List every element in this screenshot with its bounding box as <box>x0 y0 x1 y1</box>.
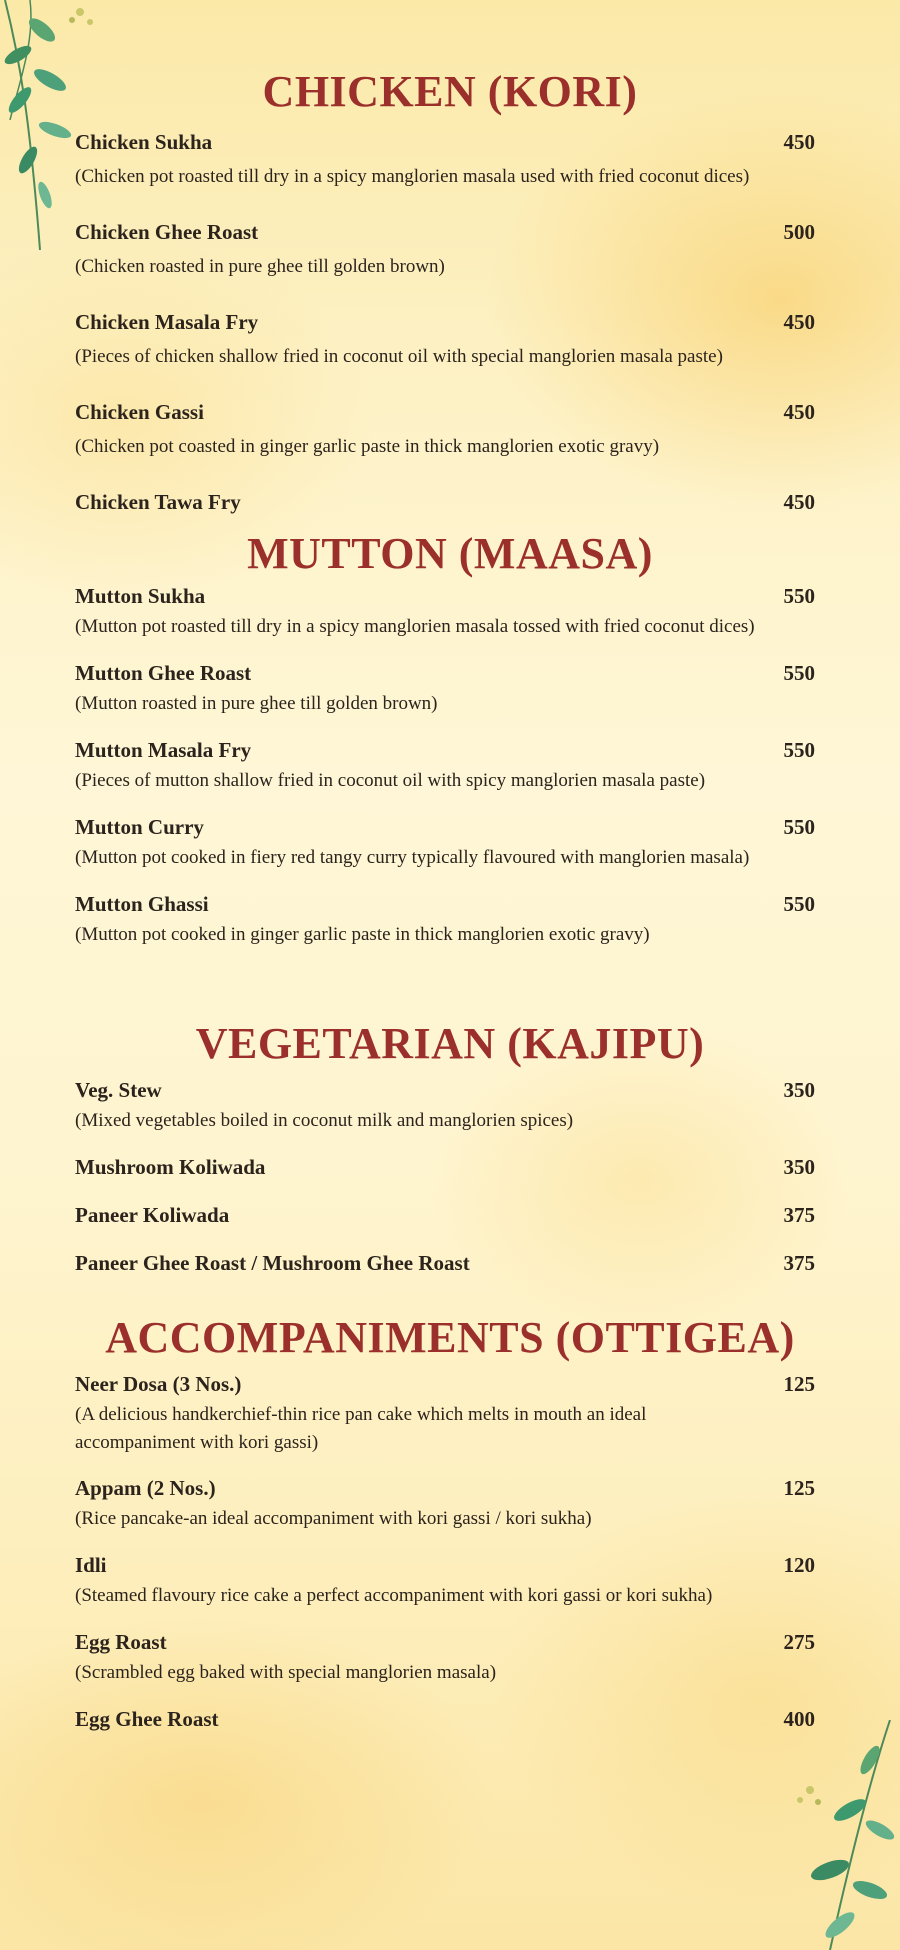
item-description: (Chicken roasted in pure ghee till golden brown) <box>75 256 445 277</box>
item-name: Veg. Stew <box>75 1078 162 1102</box>
section-title-chicken: CHICKEN (KORI) <box>262 67 638 116</box>
menu-item <box>75 584 815 641</box>
item-name: Chicken Ghee Roast <box>75 220 259 244</box>
item-price: 375 <box>783 1203 815 1227</box>
menu-item <box>75 1203 815 1228</box>
item-price: 550 <box>783 738 815 762</box>
menu-item <box>75 220 815 281</box>
menu-item <box>75 1251 815 1276</box>
item-name: Idli <box>75 1553 107 1577</box>
item-price: 450 <box>783 400 815 424</box>
leaf-decoration-icon <box>770 1720 900 1950</box>
menu-item <box>75 1553 815 1610</box>
item-price: 120 <box>783 1553 815 1577</box>
item-price: 125 <box>783 1476 815 1500</box>
item-name: Egg Roast <box>75 1630 167 1654</box>
section-title-accompaniments: ACCOMPANIMENTS (OTTIGEA) <box>105 1313 795 1362</box>
item-name: Chicken Masala Fry <box>75 310 259 334</box>
menu-item <box>75 1707 815 1732</box>
item-description: (Pieces of mutton shallow fried in coconut oil with spicy manglorien masala paste) <box>75 770 706 791</box>
section-title-mutton: MUTTON (MAASA) <box>247 529 653 578</box>
item-name: Chicken Sukha <box>75 130 213 154</box>
item-description: (Mutton pot cooked in ginger garlic paste in thick manglorien exotic gravy) <box>75 924 650 945</box>
menu-item <box>75 400 815 461</box>
menu-item <box>75 892 815 949</box>
item-name: Mutton Masala Fry <box>75 738 252 762</box>
item-description: (Chicken pot roasted till dry in a spicy manglorien masala used with fried coconut dices) <box>75 166 750 187</box>
item-price: 375 <box>783 1251 815 1275</box>
item-name: Chicken Tawa Fry <box>75 490 241 514</box>
item-name: Paneer Koliwada <box>75 1203 230 1227</box>
item-name: Mutton Ghee Roast <box>75 661 252 685</box>
item-name: Neer Dosa (3 Nos.) <box>75 1372 242 1396</box>
item-price: 550 <box>783 584 815 608</box>
item-name: Mutton Sukha <box>75 584 206 608</box>
item-price: 400 <box>783 1707 815 1731</box>
item-name: Egg Ghee Roast <box>75 1707 219 1731</box>
item-price: 275 <box>783 1630 815 1654</box>
item-description: (Steamed flavoury rice cake a perfect accompaniment with kori gassi or kori sukha) <box>75 1585 713 1606</box>
item-description: (Mutton roasted in pure ghee till golden brown) <box>75 693 438 714</box>
menu-item <box>75 661 815 718</box>
menu-item <box>75 1078 815 1135</box>
item-price: 125 <box>783 1372 815 1396</box>
menu-item <box>75 130 815 191</box>
item-price: 550 <box>783 815 815 839</box>
item-name: Mutton Ghassi <box>75 892 209 916</box>
menu-item <box>75 815 815 872</box>
item-price: 450 <box>783 310 815 334</box>
menu-item <box>75 310 815 371</box>
item-name: Paneer Ghee Roast / Mushroom Ghee Roast <box>75 1251 470 1275</box>
item-price: 450 <box>783 130 815 154</box>
item-description: (Scrambled egg baked with special manglorien masala) <box>75 1662 497 1683</box>
item-description: (Rice pancake-an ideal accompaniment with kori gassi / kori sukha) <box>75 1508 592 1529</box>
item-description: (Mutton pot cooked in fiery red tangy curry typically flavoured with manglorien masala) <box>75 847 750 868</box>
menu-item <box>75 490 815 515</box>
item-name: Mushroom Koliwada <box>75 1155 266 1179</box>
item-price: 550 <box>783 661 815 685</box>
menu-item <box>75 1372 815 1457</box>
menu-item <box>75 1155 815 1180</box>
item-name: Mutton Curry <box>75 815 204 839</box>
menu-item <box>75 738 815 795</box>
item-description: (Mixed vegetables boiled in coconut milk and manglorien spices) <box>75 1110 574 1131</box>
item-price: 350 <box>783 1078 815 1102</box>
menu-item <box>75 1630 815 1687</box>
section-title-vegetarian: VEGETARIAN (KAJIPU) <box>195 1019 705 1068</box>
item-description: (A delicious handkerchief-thin rice pan cake which melts in mouth an ideal accompaniment with kori gassi) <box>75 1404 647 1453</box>
item-price: 500 <box>783 220 815 244</box>
item-price: 350 <box>783 1155 815 1179</box>
item-description: (Chicken pot coasted in ginger garlic paste in thick manglorien exotic gravy) <box>75 436 660 457</box>
menu-item <box>75 1476 815 1533</box>
item-description: (Pieces of chicken shallow fried in coconut oil with special manglorien masala paste) <box>75 346 723 367</box>
item-price: 450 <box>783 490 815 514</box>
item-name: Chicken Gassi <box>75 400 204 424</box>
item-name: Appam (2 Nos.) <box>75 1476 216 1500</box>
item-description: (Mutton pot roasted till dry in a spicy manglorien masala tossed with fried coconut dices) <box>75 616 755 637</box>
item-price: 550 <box>783 892 815 916</box>
